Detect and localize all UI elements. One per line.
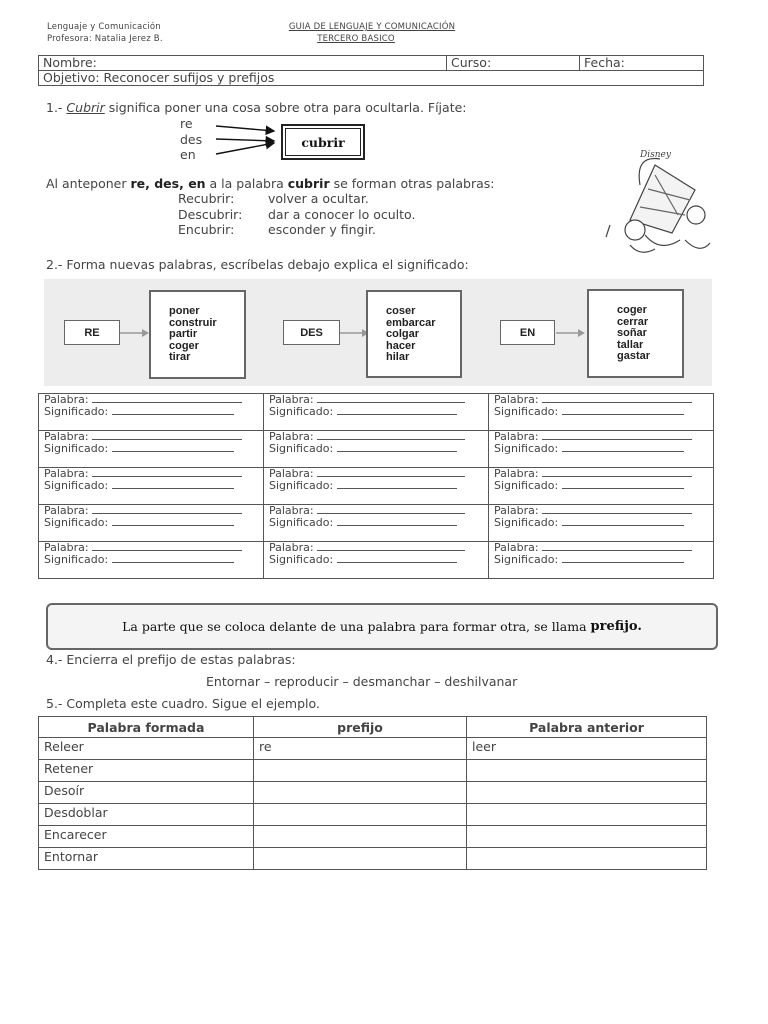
course-field[interactable]: Curso: [447,56,580,71]
banner-text: La parte que se coloca delante de una palabra para formar otra, se llama [122,619,587,634]
prefix-cell[interactable] [254,782,467,804]
definition-text: esconder y fingir. [268,222,376,237]
definition-term: Recubrir: [178,191,235,206]
grade-title: TERCERO BASICO [317,34,395,44]
banner-keyword: prefijo. [590,619,642,634]
meaning-label: Significado: [269,515,334,529]
root-word-box: cubrir [281,124,365,160]
meaning-blank[interactable] [562,414,684,415]
word-label: Palabra: [494,541,539,554]
answer-cell[interactable] [39,431,264,468]
student-info-table [38,55,704,86]
answer-cell[interactable] [489,505,714,542]
meaning-label: Significado: [269,478,334,492]
meaning-blank[interactable] [562,451,684,452]
ex2-instruction: 2.- Forma nuevas palabras, escríbelas debajo explica el significado: [46,257,469,272]
prefix-item: des [180,131,203,147]
table-row [39,782,707,804]
answer-cell[interactable] [264,542,489,579]
ex1-keyword: Cubrir [66,100,105,115]
date-field[interactable]: Fecha: [580,56,704,71]
column-header: Palabra anterior [467,717,707,738]
meaning-blank[interactable] [337,562,457,563]
table-row [39,738,707,760]
base-word: colgar [386,328,420,340]
meaning-blank[interactable] [337,414,457,415]
word-blank[interactable] [542,439,692,440]
answer-cell[interactable] [39,505,264,542]
answer-cell[interactable] [489,394,714,431]
prefix-list [180,116,202,163]
prefix-cell[interactable]: re [254,738,467,760]
subject-label: Lenguaje y Comunicación [47,22,161,32]
answer-cell[interactable] [39,468,264,505]
word-blank[interactable] [542,550,692,551]
word-box-des [366,290,462,378]
ex4-instruction: 4.- Encierra el prefijo de estas palabras: [46,652,296,667]
answer-row [39,468,714,505]
answer-row [39,394,714,431]
word-blank[interactable] [317,513,465,514]
word-label: Palabra: [44,393,89,406]
word-label: Palabra: [44,430,89,443]
ex1-sentence [46,176,494,191]
word-label: Palabra: [494,504,539,517]
previous-word-cell[interactable] [467,760,707,782]
meaning-label: Significado: [44,478,109,492]
prefix-item: en [180,147,196,162]
definition-term: Encubrir: [178,222,235,237]
word-label: Palabra: [44,467,89,480]
meaning-blank[interactable] [112,488,234,489]
definition-term: Descubrir: [178,206,243,222]
base-word: coger [617,304,647,316]
word-blank[interactable] [317,402,465,403]
meaning-label: Significado: [494,552,559,566]
prefix-box-re: RE [64,320,120,345]
meaning-label: Significado: [269,404,334,418]
formed-word-cell: Desdoblar [39,804,254,826]
word-box-re [149,290,246,379]
definition-text: volver a ocultar. [268,191,369,206]
guide-title: GUIA DE LENGUAJE Y COMUNICACIÓN [288,22,456,32]
meaning-blank[interactable] [112,414,234,415]
answer-cell[interactable] [489,468,714,505]
answer-cell[interactable] [264,394,489,431]
meaning-blank[interactable] [337,525,457,526]
definition-list [178,191,415,238]
meaning-label: Significado: [269,441,334,455]
word-blank[interactable] [92,439,242,440]
sentence-part: se forman otras palabras: [329,176,495,191]
meaning-blank[interactable] [112,562,234,563]
root-bold: cubrir [287,176,330,191]
word-label: Palabra: [269,467,314,480]
ex1-statement [46,100,467,115]
meaning-blank[interactable] [562,525,684,526]
meaning-label: Significado: [44,404,109,418]
base-word: cerrar [617,315,649,328]
name-field[interactable]: Nombre: [39,56,447,71]
teacher-label: Profesora: Natalia Jerez B. [47,34,163,44]
prefix-item: re [180,116,193,131]
formed-word-cell: Encarecer [39,826,254,848]
word-blank[interactable] [542,402,692,403]
word-blank[interactable] [542,476,692,477]
word-label: Palabra: [269,504,314,517]
answer-grid [38,393,714,579]
base-word: coser [386,305,416,317]
answer-cell[interactable] [264,431,489,468]
meaning-label: Significado: [494,515,559,529]
column-header: Palabra formada [39,717,254,738]
meaning-label: Significado: [494,404,559,418]
arrow-icon [120,326,150,340]
meaning-blank[interactable] [562,562,684,563]
word-label: Palabra: [269,541,314,554]
word-blank[interactable] [92,513,242,514]
base-word: partir [169,328,198,340]
answer-cell[interactable] [39,394,264,431]
word-blank[interactable] [92,402,242,403]
formed-word-cell: Releer [39,738,254,760]
word-box-en [587,289,684,378]
cartoon-illustration [600,145,720,265]
base-word: tirar [169,351,191,363]
definition-text: dar a conocer lo oculto. [268,206,416,222]
ex1-number: 1.- [46,100,63,115]
answer-cell[interactable] [489,431,714,468]
ex1-rest: significa poner una cosa sobre otra para ocultarla. Fíjate: [104,100,467,115]
arrow-icon [556,326,586,340]
base-word: hilar [386,351,410,363]
answer-row [39,431,714,468]
table-row [39,760,707,782]
column-header: prefijo [254,717,467,738]
word-label: Palabra: [44,541,89,554]
base-word: embarcar [386,316,436,329]
sentence-part: a la palabra [205,176,288,191]
prefixes-bold: re, des, en [130,176,206,191]
meaning-blank[interactable] [112,451,234,452]
meaning-label: Significado: [44,515,109,529]
meaning-label: Significado: [44,552,109,566]
previous-word-cell[interactable] [467,826,707,848]
base-word: construir [169,316,217,329]
base-word: poner [169,305,200,317]
table-row [39,804,707,826]
word-blank[interactable] [317,476,465,477]
prefix-cell[interactable] [254,804,467,826]
word-label: Palabra: [494,430,539,443]
prefix-definition-banner [46,603,718,650]
word-blank[interactable] [317,550,465,551]
meaning-blank[interactable] [562,488,684,489]
objective-text: Objetivo: Reconocer sufijos y prefijos [39,71,704,86]
base-word: gastar [617,350,651,362]
previous-word-cell[interactable] [467,848,707,870]
formed-word-cell: Entornar [39,848,254,870]
table-row [39,826,707,848]
answer-cell[interactable] [39,542,264,579]
prefix-cell[interactable] [254,760,467,782]
base-word: tallar [617,338,644,351]
prefix-cell[interactable] [254,826,467,848]
meaning-label: Significado: [44,441,109,455]
answer-cell[interactable] [489,542,714,579]
ex4-words[interactable]: Entornar – reproducir – desmanchar – deshilvanar [206,674,518,689]
meaning-label: Significado: [494,441,559,455]
formed-word-cell: Retener [39,760,254,782]
meaning-blank[interactable] [337,451,457,452]
word-blank[interactable] [92,550,242,551]
meaning-blank[interactable] [337,488,457,489]
ex5-instruction: 5.- Completa este cuadro. Sigue el ejemplo. [46,696,320,711]
formed-word-cell: Desoír [39,782,254,804]
word-blank[interactable] [317,439,465,440]
word-blank[interactable] [92,476,242,477]
previous-word-cell[interactable] [467,804,707,826]
base-word: coger [169,339,199,352]
answer-row [39,505,714,542]
answer-row [39,542,714,579]
base-word: hacer [386,339,416,352]
word-label: Palabra: [269,393,314,406]
word-label: Palabra: [494,467,539,480]
word-label: Palabra: [269,430,314,443]
sentence-part: Al anteponer [46,176,131,191]
answer-cell[interactable] [264,468,489,505]
word-label: Palabra: [494,393,539,406]
prefix-box-en: EN [500,320,555,345]
table-row [39,848,707,870]
prefix-arrows [212,120,284,160]
previous-word-cell[interactable] [467,782,707,804]
word-blank[interactable] [542,513,692,514]
meaning-label: Significado: [269,552,334,566]
meaning-blank[interactable] [112,525,234,526]
base-word: soñar [617,327,647,339]
prefix-cell[interactable] [254,848,467,870]
answer-cell[interactable] [264,505,489,542]
prefix-box-des: DES [283,320,340,345]
word-label: Palabra: [44,504,89,517]
previous-word-cell[interactable]: leer [467,738,707,760]
completion-table [38,716,707,870]
svg-text:Disney: Disney [640,150,671,160]
meaning-label: Significado: [494,478,559,492]
